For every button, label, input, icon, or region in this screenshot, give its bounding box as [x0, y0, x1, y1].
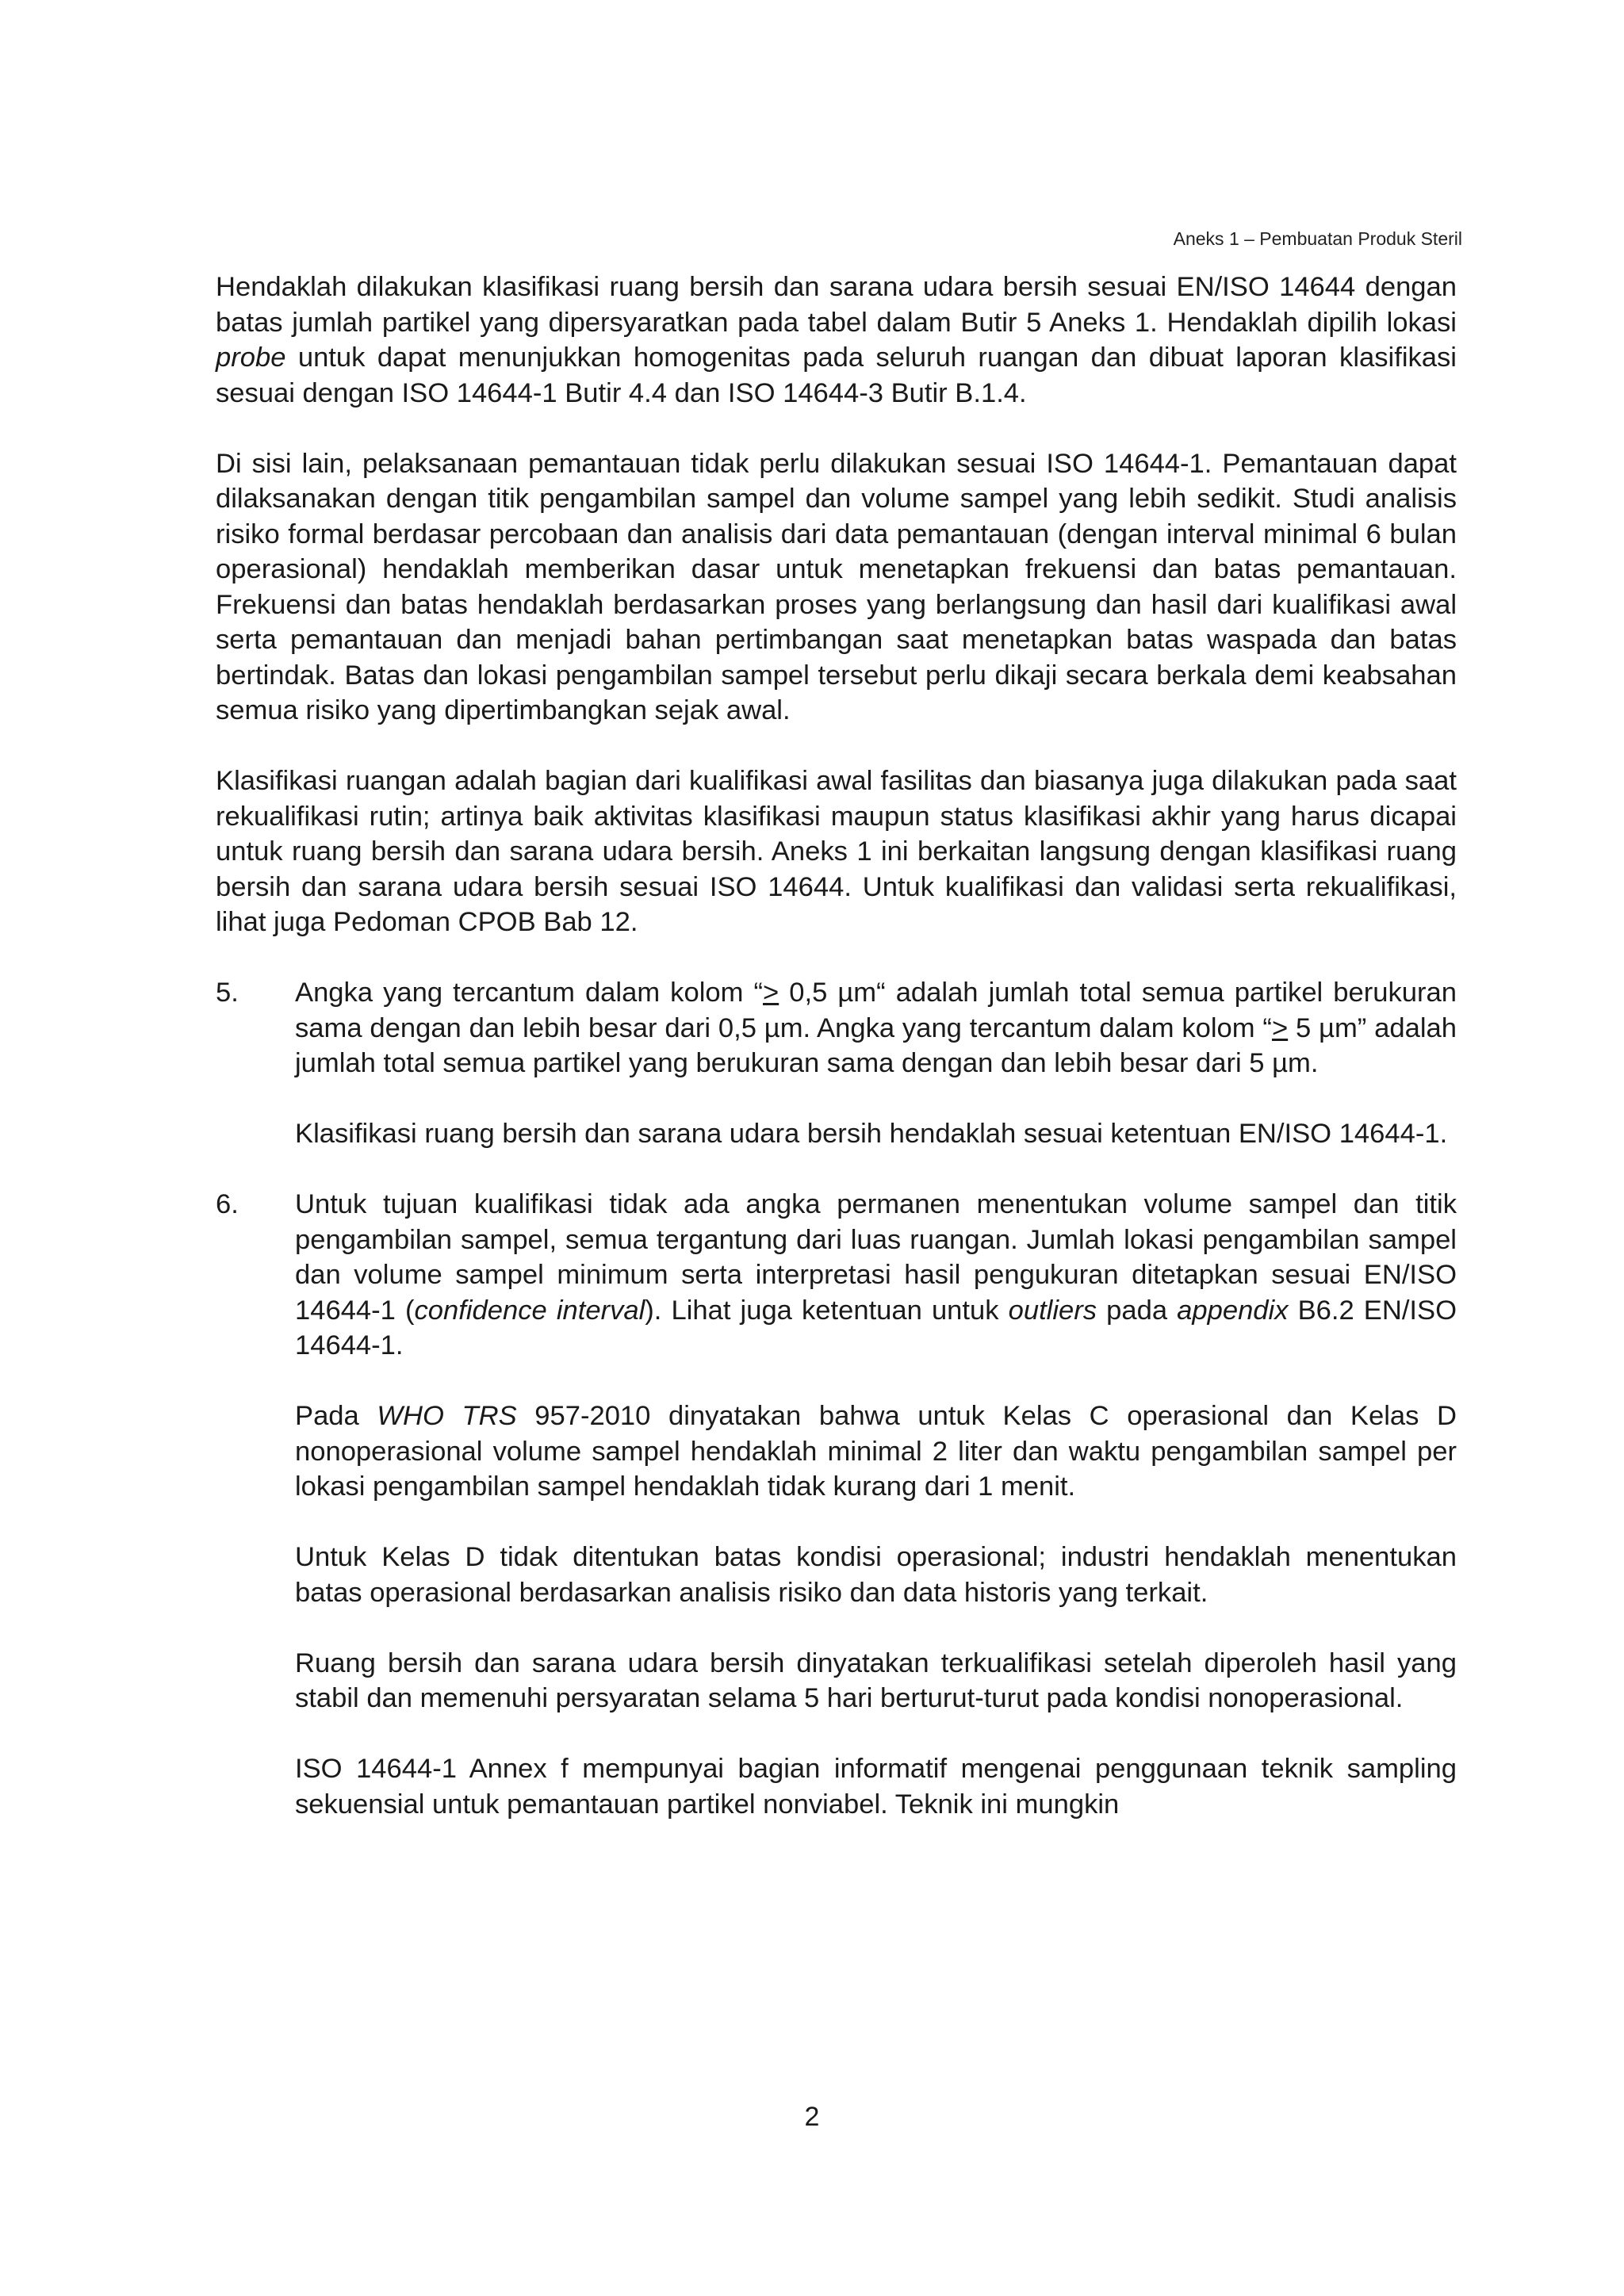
greater-or-equal-symbol: > — [1271, 1012, 1289, 1043]
running-header: Aneks 1 – Pembuatan Produk Steril — [1173, 228, 1462, 249]
numbered-item-6 — [216, 1187, 1457, 1822]
paragraph-room-classification: Klasifikasi ruangan adalah bagian dari kualifikasi awal fasilitas dan biasanya juga dilakukan pada saat rekualifikasi rutin; artinya baik aktivitas klasifikasi maupun status klasifikasi akhir yang harus dicapai untuk ruang bersih dan sarana udara bersih. Aneks 1 ini berkaitan langsung dengan klasifikasi ruang bersih dan sarana udara bersih sesuai ISO 14644. Untuk kualifikasi dan validasi serta rekualifikasi, lihat juga Pedoman CPOB Bab 12. — [216, 766, 1457, 937]
item-paragraph: ISO 14644-1 Annex f mempunyai bagian informatif mengenai penggunaan teknik sampling sekuensial untuk pemantauan partikel nonviabel. Teknik ini mungkin — [295, 1754, 1457, 1820]
item-paragraph: Klasifikasi ruang bersih dan sarana udara bersih hendaklah sesuai ketentuan EN/ISO 14644-1. — [295, 1119, 1448, 1149]
emphasis-probe: probe — [216, 342, 286, 373]
paragraph-classification: Hendaklah dilakukan klasifikasi ruang bersih dan sarana udara bersih sesuai EN/ISO 14644 dengan batas jumlah partikel yang dipersyaratkan pada tabel dalam Butir 5 Aneks 1. Hendaklah dipilih lokasi probe untuk dapat menunjukkan homogenitas pada seluruh ruangan dan dibuat laporan klasifikasi sesuai dengan ISO 14644-1 Butir 4.4 dan ISO 14644-3 Butir B.1.4. — [216, 272, 1457, 408]
item-paragraph: Untuk Kelas D tidak ditentukan batas kondisi operasional; industri hendaklah menentukan batas operasional berdasarkan analisis risiko dan data historis yang terkait. — [295, 1542, 1457, 1608]
item-paragraph: Untuk tujuan kualifikasi tidak ada angka permanen menentukan volume sampel dan titik pengambilan sampel, semua tergantung dari luas ruangan. Jumlah lokasi pengambilan sampel dan volume sampel minimum serta interpretasi hasil pengukuran ditetapkan sesuai EN/ISO 14644-1 (confidence interval). Lihat juga ketentuan untuk outliers pada appendix B6.2 EN/ISO 14644-1. — [295, 1189, 1457, 1360]
numbered-item-5 — [216, 975, 1457, 1152]
page-number: 2 — [804, 2102, 820, 2132]
item-number: 6. — [216, 1189, 239, 1219]
greater-or-equal-symbol: > — [763, 978, 779, 1008]
item-paragraph: Angka yang tercantum dalam kolom “> 0,5 µm“ adalah jumlah total semua partikel berukuran sama dengan dan lebih besar dari 0,5 µm. Angka yang tercantum dalam kolom “> 5 µm” adalah jumlah total semua partikel yang berukuran sama dengan dan lebih besar dari 5 µm. — [295, 978, 1457, 1078]
body-text — [216, 270, 1457, 1858]
item-paragraph: Pada WHO TRS 957-2010 dinyatakan bahwa untuk Kelas C operasional dan Kelas D nonoperasional volume sampel hendaklah minimal 2 liter dan waktu pengambilan sampel per lokasi pengambilan sampel hendaklah tidak kurang dari 1 menit. — [295, 1401, 1457, 1502]
item-paragraph: Ruang bersih dan sarana udara bersih dinyatakan terkualifikasi setelah diperoleh hasil yang stabil dan memenuhi persyaratan selama 5 hari berturut-turut pada kondisi nonoperasional. — [295, 1647, 1457, 1713]
paragraph-monitoring: Di sisi lain, pelaksanaan pemantauan tidak perlu dilakukan sesuai ISO 14644-1. Pemantauan dapat dilaksanakan dengan titik pengambilan sampel dan volume sampel yang lebih sedikit. Studi analisis risiko formal berdasar percobaan dan analisis dari data pemantauan (dengan interval minimal 6 bulan operasional) hendaklah memberikan dasar untuk menetapkan frekuensi dan batas pemantauan. Frekuensi dan batas hendaklah berdasarkan proses yang berlangsung dan hasil dari kualifikasi awal serta pemantauan dan menjadi bahan pertimbangan saat menetapkan batas waspada dan batas bertindak. Batas dan lokasi pengambilan sampel tersebut perlu dikaji secara berkala demi keabsahan semua risiko yang dipertimbangkan sejak awal. — [216, 448, 1457, 725]
item-number: 5. — [216, 978, 239, 1008]
